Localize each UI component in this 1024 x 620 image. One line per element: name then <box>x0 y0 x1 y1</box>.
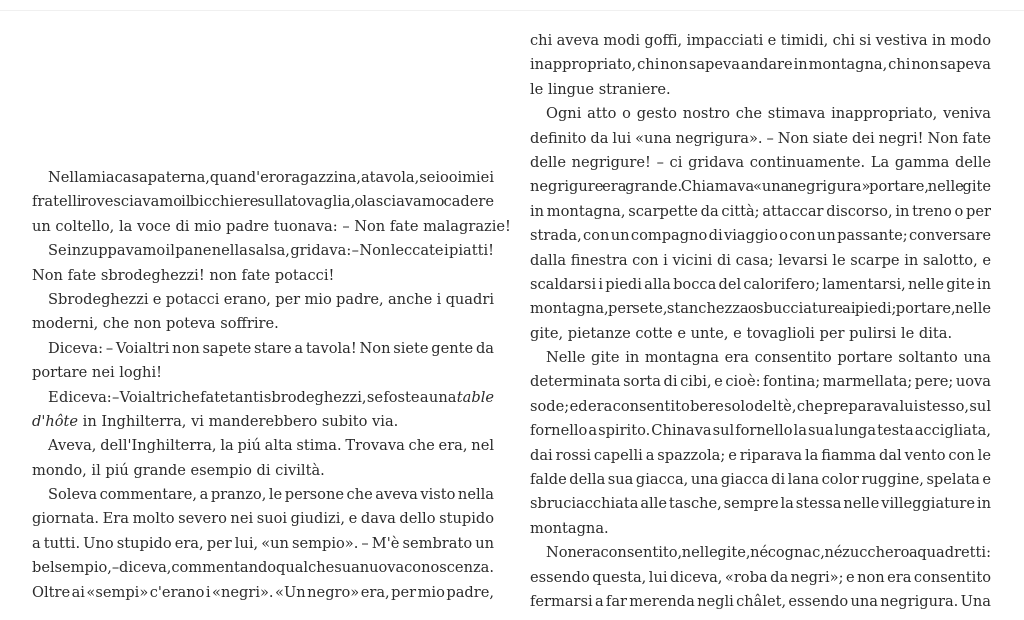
text-line <box>530 151 991 175</box>
text-line <box>32 434 494 458</box>
text-line <box>530 492 991 516</box>
line-text: negrigure era grande. Chiamava «una negrigura» portare, nelle gite <box>530 178 991 196</box>
line-text: fratelli rovesciavamo il bicchiere sulla tovaglia, o lasciavamo cadere <box>32 193 494 211</box>
left-page <box>32 166 511 605</box>
text-line <box>530 322 991 346</box>
text-line <box>530 419 991 443</box>
line-text: in Inghilterra, vi manderebbero subito via. <box>78 412 399 430</box>
line-text: Non era consentito, nelle gite, né cognac, né zucchero a quadretti: <box>546 544 991 562</box>
text-line <box>32 264 494 288</box>
text-line <box>32 239 494 263</box>
line-text: un coltello, la voce di mio padre tuonava: – Non fate malagrazie! <box>32 217 511 235</box>
line-text: essendo questa, lui diceva, «roba da negri»; e non era consentito <box>530 568 991 586</box>
line-text: sbruciacchiata alle tasche, sempre la stessa nelle villeggiature in <box>530 495 991 513</box>
text-line <box>32 312 494 336</box>
text-line <box>530 200 991 224</box>
line-text: moderni, che non poteva soffrire. <box>32 315 279 333</box>
line-text: delle negrigure! – ci gridava continuamente. La gamma delle <box>530 153 991 171</box>
line-text: Ogni atto o gesto nostro che stimava inappropriato, veniva <box>546 105 991 123</box>
line-text: Nelle gite in montagna era consentito portare soltanto una <box>546 349 991 367</box>
text-line <box>530 53 991 77</box>
italic-text: table <box>456 388 494 406</box>
text-line <box>32 459 494 483</box>
text-line <box>530 346 991 370</box>
line-text: Aveva, dell'Inghilterra, la piú alta stima. Trovava che era, nel <box>48 437 494 455</box>
line-text: Diceva: – Voialtri non sapete stare a tavola! Non siete gente da <box>48 339 494 357</box>
line-text: Oltre ai «sempi» c'erano i «negri». «Un negro» era, per mio padre, <box>32 583 494 601</box>
italic-text: d'hôte <box>32 412 79 430</box>
line-text: in montagna, scarpette da città; attaccar discorso, in treno o per <box>530 202 991 220</box>
text-line <box>530 370 991 394</box>
text-line <box>530 590 991 614</box>
line-text: dalla finestra con i vicini di casa; levarsi le scarpe in salotto, e <box>530 251 991 269</box>
text-line <box>32 386 494 410</box>
line-text: montagna, per sete, stanchezza o sbucciature ai piedi; portare, nelle <box>530 300 991 318</box>
text-line <box>32 556 494 580</box>
line-text: Soleva commentare, a pranzo, le persone che aveva visto nella <box>48 486 494 504</box>
text-line <box>530 468 991 492</box>
text-line <box>530 127 991 151</box>
text-line <box>32 337 494 361</box>
text-line <box>32 190 494 214</box>
line-text: falde della sua giacca, una giacca di lana color ruggine, spelata e <box>530 471 991 489</box>
text-line <box>530 395 991 419</box>
line-text: definito da lui «una negrigura». – Non siate dei negri! Non fate <box>530 129 991 147</box>
text-line <box>32 288 494 312</box>
text-line <box>530 29 991 53</box>
line-text: Se inzuppavamo il pane nella salsa, gridava: – Non leccate i piatti! <box>48 242 494 260</box>
line-text: gite, pietanze cotte e unte, e tovaglioli per pulirsi le dita. <box>530 324 953 342</box>
text-line <box>32 483 494 507</box>
text-line <box>530 444 991 468</box>
line-text: Sbrodeghezzi e potacci erano, per mio padre, anche i quadri <box>48 290 494 308</box>
text-line <box>530 175 991 199</box>
line-text: inappropriato, chi non sapeva andare in montagna, chi non sapeva <box>530 56 991 74</box>
line-text: fermarsi a far merenda negli châlet, essendo una negrigura. Una <box>530 592 991 610</box>
line-text: portare nei loghi! <box>32 364 162 382</box>
text-line <box>530 249 991 273</box>
text-line <box>530 78 991 102</box>
text-line <box>530 224 991 248</box>
text-line <box>32 361 494 385</box>
line-text: determinata sorta di cibi, e cioè: fontina; marmellata; pere; uova <box>530 373 991 391</box>
line-text: mondo, il piú grande esempio di civiltà. <box>32 461 325 479</box>
line-text: Nella mia casa paterna, quand'ero ragazzina, a tavola, se io o i miei <box>48 169 494 186</box>
text-line <box>530 517 991 541</box>
text-line <box>530 102 991 126</box>
text-line <box>32 581 494 605</box>
text-line <box>530 273 991 297</box>
line-text: bel sempio, – diceva, commentando qualche sua nuova conoscenza. <box>32 559 494 577</box>
text-line <box>32 532 494 556</box>
line-text: fornello a spirito. Chinava sul fornello la sua lunga testa accigliata, <box>530 422 991 440</box>
right-page <box>530 29 991 614</box>
text-line <box>32 215 511 239</box>
line-text: scaldarsi i piedi alla bocca del calorifero; lamentarsi, nelle gite in <box>530 275 991 293</box>
line-text: dai rossi capelli a spazzola; e riparava la fiamma dal vento con le <box>530 446 991 464</box>
line-text: Non fate sbrodeghezzi! non fate potacci! <box>32 266 335 284</box>
line-text: giornata. Era molto severo nei suoi giudizi, e dava dello stupido <box>32 510 494 528</box>
text-line <box>530 541 991 565</box>
line-text: sode; ed era consentito bere solo del tè, che preparava lui stesso, sul <box>530 397 991 415</box>
line-text: a tutti. Uno stupido era, per lui, «un sempio». – M'è sembrato un <box>32 534 494 552</box>
line-text: strada, con un compagno di viaggio o con un passante; conversare <box>530 227 991 245</box>
text-line <box>530 566 991 590</box>
reader-top-bar <box>0 0 1024 11</box>
line-text: E diceva: – Voialtri che fate tanti sbrodeghezzi, se foste a una <box>48 388 457 406</box>
line-text: chi aveva modi goffi, impacciati e timidi, chi si vestiva in modo <box>530 32 991 49</box>
text-line <box>32 166 494 190</box>
line-text: montagna. <box>530 519 609 537</box>
text-line <box>32 410 494 434</box>
text-line <box>530 297 991 321</box>
text-line <box>32 507 494 531</box>
line-text: le lingue straniere. <box>530 80 671 98</box>
